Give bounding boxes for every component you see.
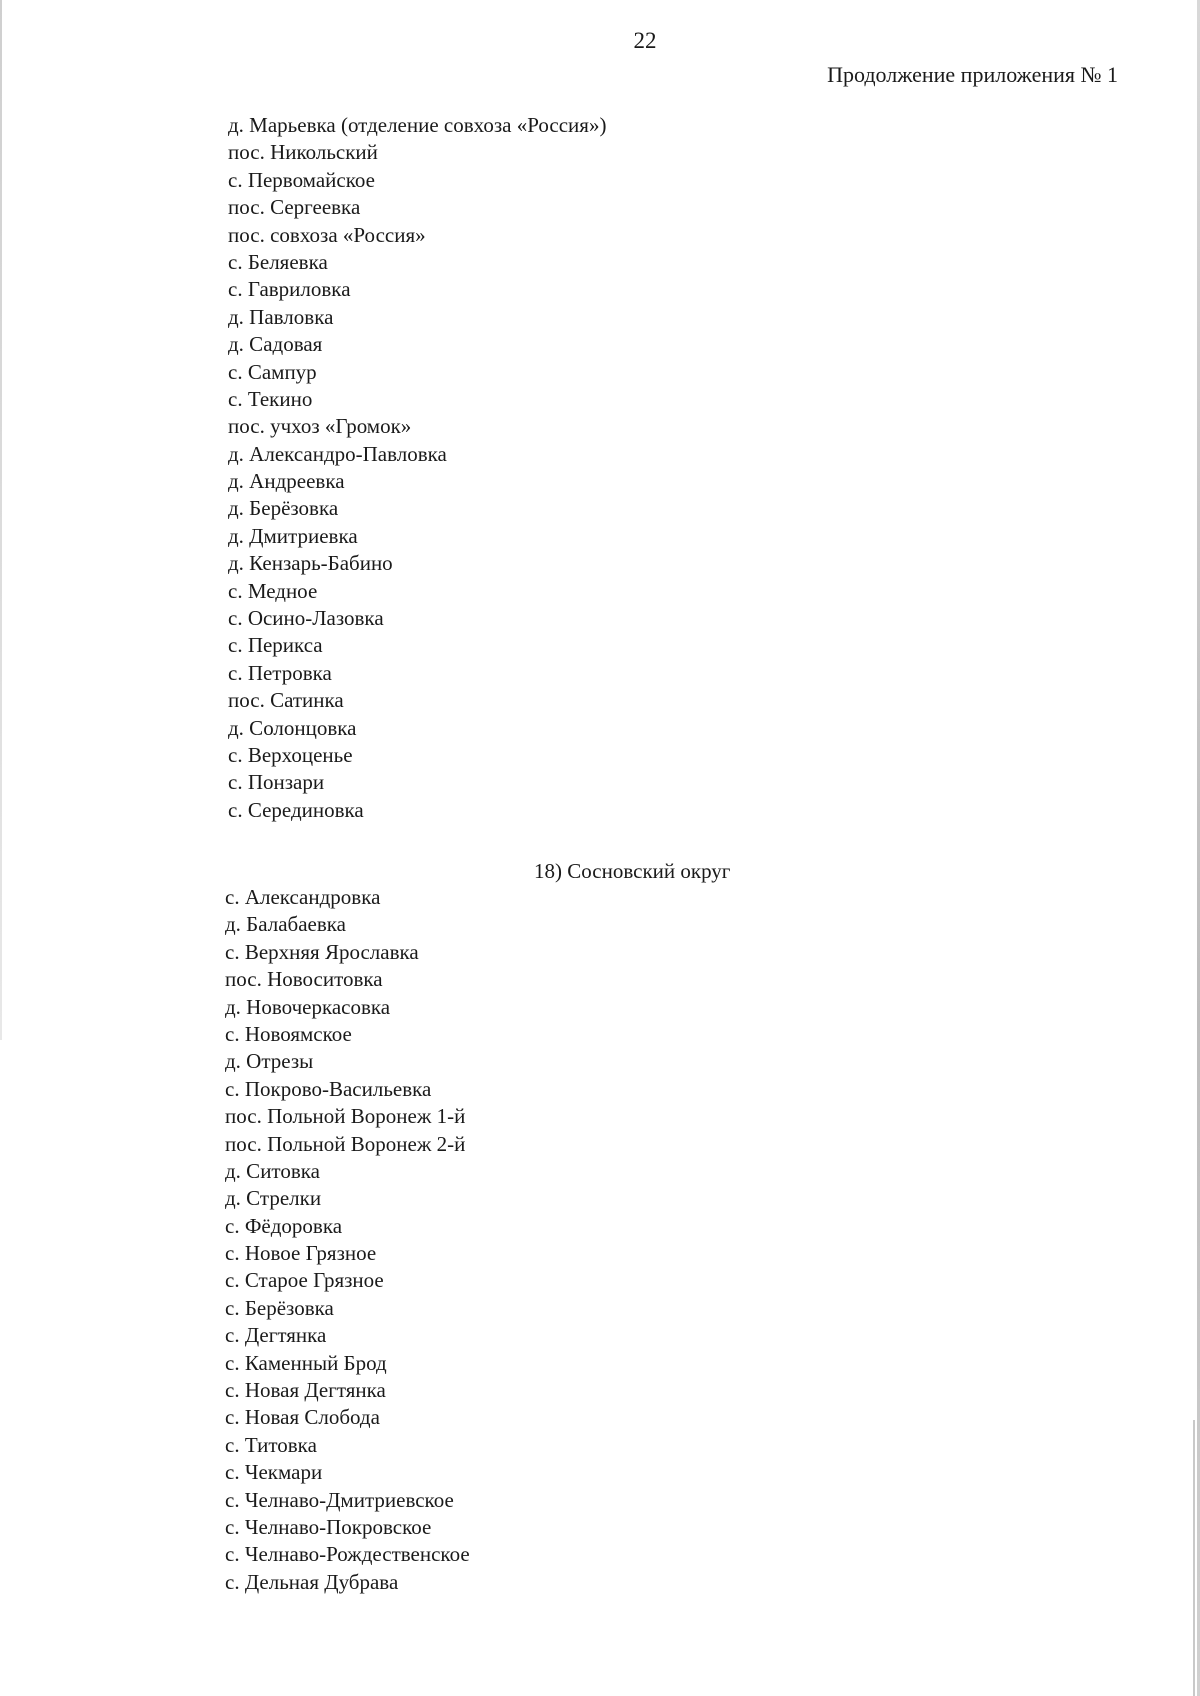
settlement-list-item: с. Первомайское [228,167,375,192]
settlement-list-item: д. Стрелки [225,1186,322,1211]
settlement-list-item: с. Челнаво-Рождественское [225,1542,470,1567]
settlement-list-item: д. Берёзовка [228,496,339,521]
settlement-list-item: с. Осино-Лазовка [228,606,384,631]
page-number: 22 [633,28,657,53]
settlement-list-item: д. Отрезы [225,1049,314,1074]
settlement-list-item: с. Верхоценье [228,742,353,767]
section-heading-sosnovsky-district: 18) Сосновский округ [534,859,731,883]
settlement-list-item: д. Новочеркасовка [225,994,391,1019]
settlement-list-item: д. Александро-Павловка [228,441,447,466]
settlement-list-item: с. Новоямское [225,1021,352,1046]
settlement-list-item: с. Понзари [228,770,325,795]
scan-edge-left [0,0,2,1040]
settlement-list-item: д. Кензарь-Бабино [228,551,393,576]
settlement-list-item: с. Новая Дегтянка [225,1378,386,1403]
settlement-list-item: пос. совхоза «Россия» [228,222,426,247]
settlement-list-item: д. Ситовка [225,1158,320,1183]
appendix-continuation-note: Продолжение приложения № 1 [827,62,1118,87]
settlement-list-item: с. Фёдоровка [225,1213,343,1238]
settlement-list-item: с. Дельная Дубрава [225,1569,399,1594]
settlement-list-item: с. Покрово-Васильевка [225,1076,432,1101]
settlement-list-item: с. Серединовка [228,797,364,822]
settlement-list-item: с. Дегтянка [225,1323,327,1348]
settlement-list-item: с. Чекмари [225,1460,323,1485]
settlement-list-item: д. Марьевка (отделение совхоза «Россия») [228,113,607,137]
settlement-list-item: пос. Сергеевка [228,195,361,220]
settlement-list-item: с. Челнаво-Дмитриевское [225,1487,454,1512]
settlement-list-item: с. Александровка [225,885,381,909]
settlement-list-item: с. Гавриловка [228,277,351,302]
settlement-list-item: д. Солонцовка [228,715,357,740]
settlement-list-item: пос. Польной Воронеж 1-й [225,1104,466,1129]
settlement-list-item: с. Старое Грязное [225,1268,384,1293]
settlement-list-item: с. Перикса [228,633,323,658]
settlement-list-item: с. Новое Грязное [225,1241,377,1266]
settlement-list-item: пос. Польной Воронеж 2-й [225,1131,466,1156]
settlement-list-item: пос. учхоз «Громок» [228,414,412,439]
settlement-list-item: с. Верхняя Ярославка [225,939,419,964]
settlement-list-item: с. Челнаво-Покровское [225,1514,432,1539]
scan-edge-right-secondary [1193,1420,1195,1696]
settlement-list-item: д. Андреевка [228,469,345,494]
settlement-list-item: с. Берёзовка [225,1295,334,1320]
settlement-list-item: с. Петровка [228,660,332,685]
settlement-list-item: д. Балабаевка [225,912,346,937]
settlement-list-item: д. Садовая [228,332,323,357]
settlement-list-item: д. Павловка [228,304,334,329]
settlement-list-sosnovsky-district [225,884,470,1596]
settlement-list-item: с. Беляевка [228,249,328,274]
settlement-list-item: с. Сампур [228,359,317,384]
settlement-list-item: д. Дмитриевка [228,523,358,548]
settlement-list-item: пос. Новоситовка [225,967,383,992]
settlement-list-item: с. Новая Слобода [225,1405,380,1430]
settlement-list-item: пос. Никольский [228,140,378,165]
settlement-list-item: с. Каменный Брод [225,1350,387,1375]
settlement-list-item: с. Текино [228,386,313,411]
settlement-list-item: с. Медное [228,578,318,603]
settlement-list-previous-district [228,112,606,824]
settlement-list-item: с. Титовка [225,1432,317,1457]
settlement-list-item: пос. Сатинка [228,688,344,713]
